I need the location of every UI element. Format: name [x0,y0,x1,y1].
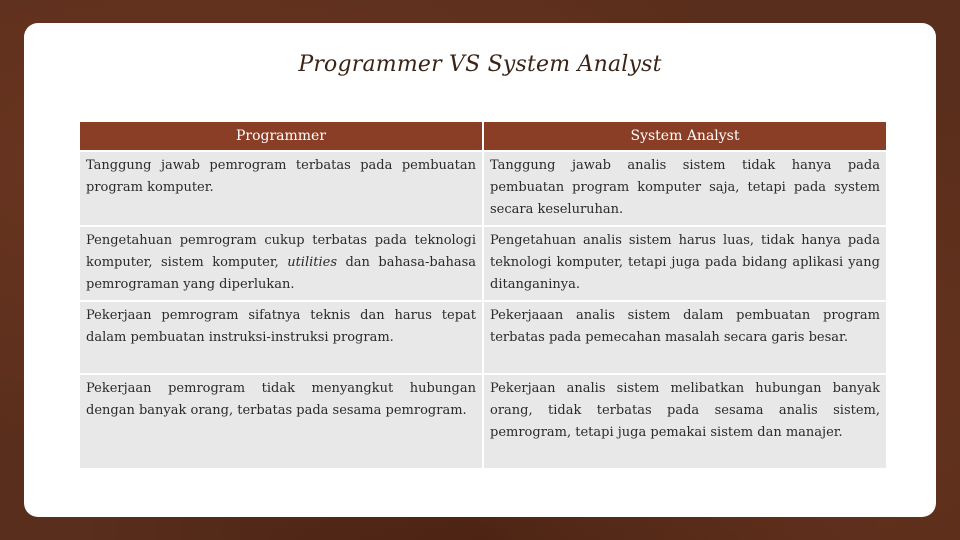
cell-programmer [80,227,482,300]
cell-emphasis: utilities [287,255,338,270]
table-row [80,375,886,468]
cell-programmer: Tanggung jawab pemrogram terbatas pada pembuatan program komputer. [80,152,482,225]
table-row [80,227,886,300]
cell-text: Pengetahuan pemrogram cukup terbatas pada teknologi komputer, sistem komputer, [86,233,476,270]
cell-text: dan bahasa-bahasa pemrograman yang diperlukan. [86,255,476,292]
cell-analyst: Pengetahuan analis sistem harus luas, tidak hanya pada teknologi komputer, tetapi juga pada bidang aplikasi yang ditanganinya. [484,227,886,300]
table-row [80,152,886,225]
cell-analyst: Pekerjaan analis sistem melibatkan hubungan banyak orang, tidak terbatas pada sesama analis sistem, pemrogram, tetapi juga pemakai sistem dan manajer. [484,375,886,468]
cell-programmer: Pekerjaan pemrogram tidak menyangkut hubungan dengan banyak orang, terbatas pada sesama pemrogram. [80,375,482,468]
comparison-table [78,120,888,470]
slide-title: Programmer VS System Analyst [298,52,662,77]
table-header-row [80,122,886,150]
header-programmer: Programmer [80,122,482,150]
cell-analyst: Pekerjaaan analis sistem dalam pembuatan program terbatas pada pemecahan masalah secara garis besar. [484,302,886,373]
cell-programmer: Pekerjaan pemrogram sifatnya teknis dan harus tepat dalam pembuatan instruksi-instruksi program. [80,302,482,373]
table-row [80,302,886,373]
cell-analyst: Tanggung jawab analis sistem tidak hanya pada pembuatan program komputer saja, tetapi pada system secara keseluruhan. [484,152,886,225]
header-system-analyst: System Analyst [484,122,886,150]
